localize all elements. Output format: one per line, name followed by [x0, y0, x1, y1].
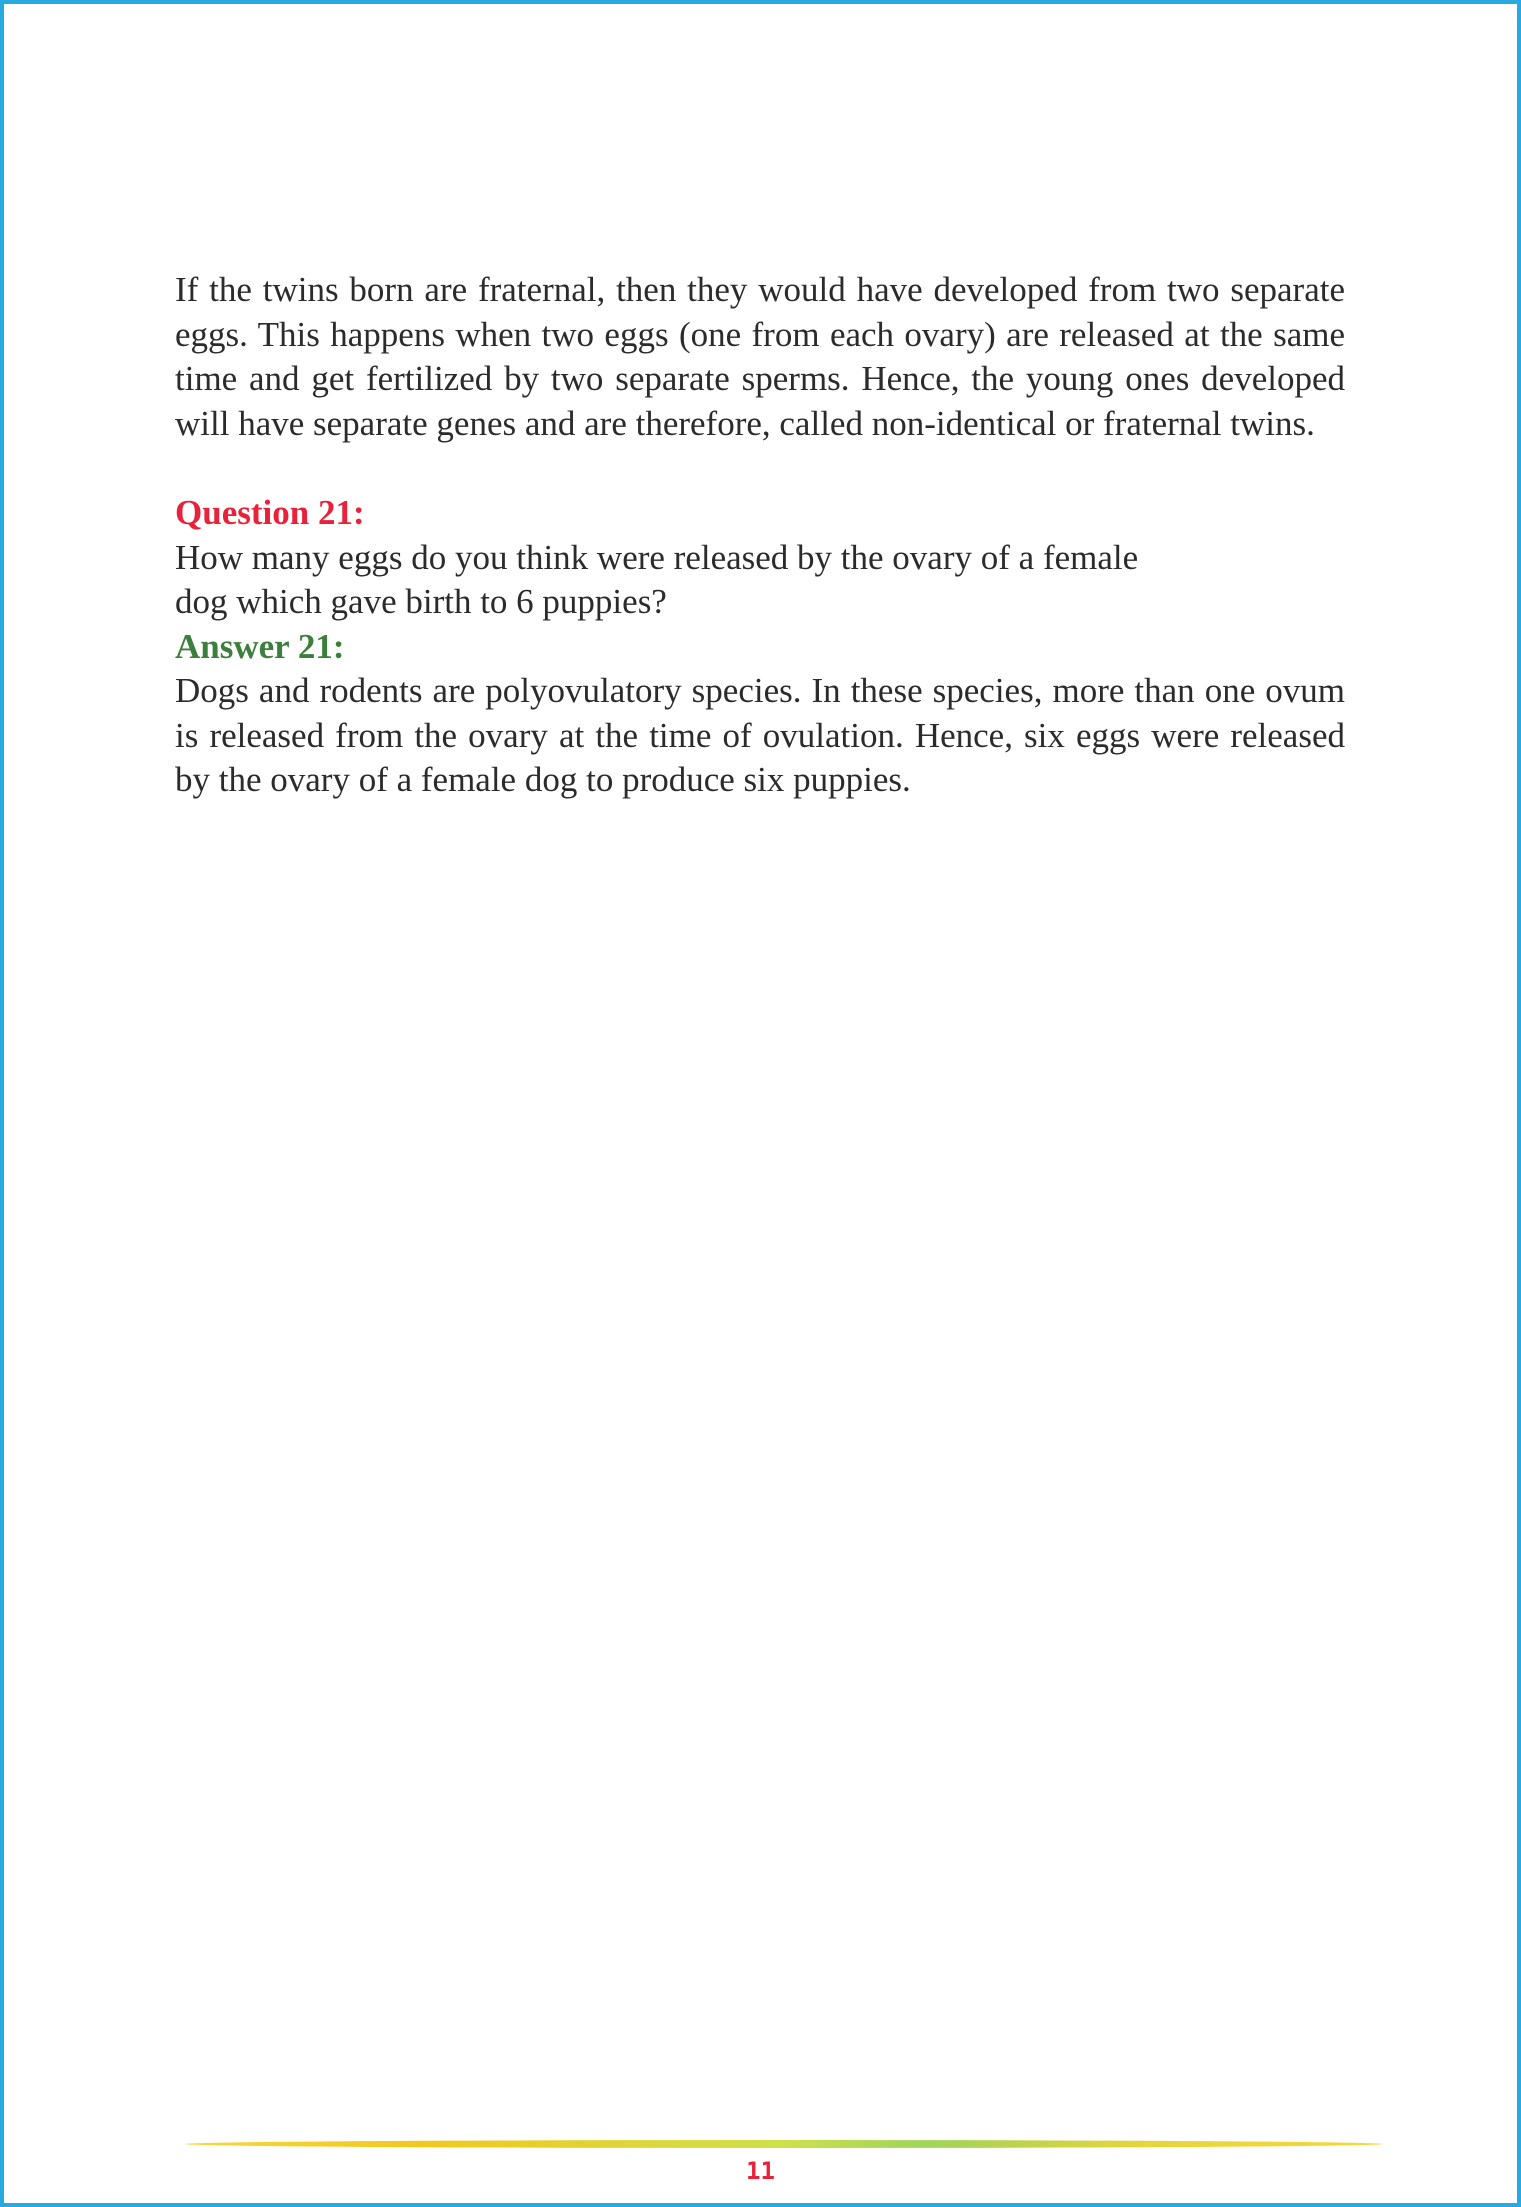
question-block: [175, 491, 1345, 625]
intro-paragraph: If the twins born are fraternal, then they would have developed from two separate eggs. This happens when two eggs (one from each ovary) are released at the same time and get fertilized by two separate sperms. Hence, the young ones developed will have separate genes and are therefore, called non-identical or fraternal twins.: [175, 270, 1345, 443]
answer-text: Dogs and rodents are polyovulatory species. In these species, more than one ovum is released from the ovary at the time of ovulation. Hence, six eggs were released by the ovary of a female dog to produce six puppies.: [175, 671, 1345, 799]
footer-divider: [185, 2140, 1383, 2148]
answer-heading: Answer 21:: [175, 626, 345, 666]
question-line-2: dog which gave birth to 6 puppies?: [175, 582, 667, 621]
page-content: [175, 268, 1345, 803]
question-line-1: How many eggs do you think were released by the ovary of a female: [175, 537, 1139, 577]
question-text: [175, 536, 1345, 625]
answer-block: [175, 625, 1345, 803]
question-heading: Question 21:: [175, 493, 365, 532]
page-number: 11: [746, 2157, 775, 2185]
